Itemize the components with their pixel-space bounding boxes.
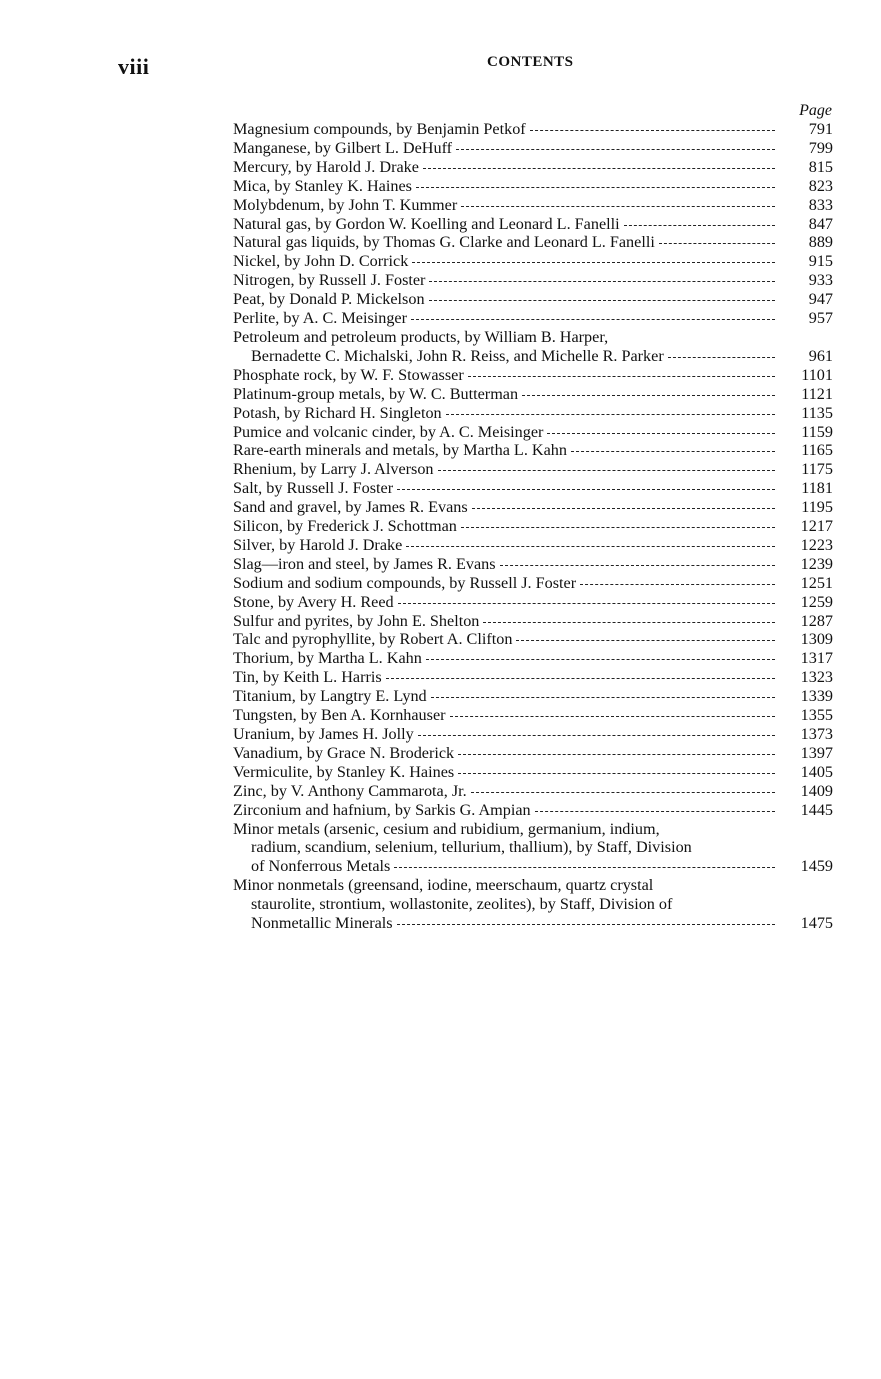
dot-leader: [535, 810, 775, 812]
toc-entry-page-number: 1459: [800, 857, 833, 876]
dot-leader: [412, 261, 775, 263]
dot-leader: [450, 715, 775, 717]
dot-leader: [431, 696, 775, 698]
toc-entry-title: Perlite, by A. C. Meisinger: [233, 309, 407, 328]
toc-entry-line: [233, 479, 833, 498]
toc-entry: [233, 120, 833, 139]
dot-leader: [426, 658, 775, 660]
toc-entry: [233, 252, 833, 271]
dot-leader: [659, 242, 775, 244]
toc-entry-line: [233, 517, 833, 536]
toc-entry-title: Petroleum and petroleum products, by William B. Harper,: [233, 327, 609, 346]
toc-entry-line: [233, 196, 833, 215]
dot-leader: [411, 318, 775, 320]
toc-entry: [233, 876, 833, 933]
dot-leader: [547, 432, 775, 434]
dot-leader: [483, 621, 775, 623]
toc-entry-title: Minor nonmetals (greensand, iodine, meerschaum, quartz crystal: [233, 876, 654, 895]
toc-entry: [233, 668, 833, 687]
toc-entry-line: [233, 876, 833, 895]
toc-entry-title: Titanium, by Langtry E. Lynd: [233, 687, 427, 706]
toc-entry-page-number: 915: [808, 252, 833, 271]
toc-entry-line: [233, 404, 833, 423]
toc-entry-line: [233, 120, 833, 139]
toc-entry-page-number: 1445: [800, 800, 833, 819]
toc-entry: [233, 536, 833, 555]
toc-entry-line: [233, 687, 833, 706]
toc-entry-title: Bernadette C. Michalski, John R. Reiss, and Michelle R. Parker: [251, 346, 664, 365]
toc-entry-continuation-line: [233, 895, 833, 914]
toc-entry-page-number: 947: [808, 290, 833, 309]
toc-entry-page-number: 1287: [800, 611, 833, 630]
toc-entry-title: Minor metals (arsenic, cesium and rubidium, germanium, indium,: [233, 819, 660, 838]
toc-entry-title: Rhenium, by Larry J. Alverson: [233, 460, 434, 479]
toc-entry-line: [233, 574, 833, 593]
toc-entry-line: [233, 215, 833, 234]
toc-entry-title: Zirconium and hafnium, by Sarkis G. Ampian: [233, 800, 531, 819]
toc-entry: [233, 706, 833, 725]
dot-leader: [458, 772, 775, 774]
dot-leader: [530, 129, 775, 131]
toc-entry-title: Vermiculite, by Stanley K. Haines: [233, 762, 455, 781]
toc-entry-page-number: 1239: [800, 554, 833, 573]
toc-entry-line: [233, 668, 833, 687]
toc-entry: [233, 328, 833, 366]
toc-entry-title: Molybdenum, by John T. Kummer: [233, 195, 458, 214]
toc-entry-line: [233, 328, 833, 347]
toc-entry: [233, 290, 833, 309]
toc-entry-title: Phosphate rock, by W. F. Stowasser: [233, 365, 464, 384]
toc-entry-page-number: 1323: [800, 668, 833, 687]
toc-entry-page-number: 1135: [801, 403, 833, 422]
toc-entry-line: [233, 271, 833, 290]
toc-entry-title: Magnesium compounds, by Benjamin Petkof: [233, 120, 526, 138]
toc-entry-title: Nonmetallic Minerals: [251, 914, 393, 933]
toc-entry-title: Talc and pyrophyllite, by Robert A. Clifton: [233, 630, 513, 649]
toc-entry-line: [233, 820, 833, 839]
toc-entry-line: [233, 290, 833, 309]
toc-entry-title: radium, scandium, selenium, tellurium, thallium), by Staff, Division: [251, 838, 692, 857]
toc-entry: [233, 763, 833, 782]
dot-leader: [397, 488, 775, 490]
toc-entry-title: of Nonferrous Metals: [251, 857, 391, 876]
dot-leader: [398, 602, 775, 604]
toc-entry-title: Salt, by Russell J. Foster: [233, 479, 394, 498]
toc-entry-title: Uranium, by James H. Jolly: [233, 725, 414, 743]
toc-entry: [233, 479, 833, 498]
table-of-contents: [233, 102, 833, 933]
toc-entry-page-number: 1121: [801, 384, 833, 403]
toc-entry: [233, 366, 833, 385]
toc-entry: [233, 782, 833, 801]
dot-leader: [516, 639, 775, 641]
toc-entry-line: [233, 612, 833, 631]
toc-entry-line: [233, 366, 833, 385]
toc-entry-page-number: 1409: [800, 781, 833, 800]
toc-entry-title: Tungsten, by Ben A. Kornhauser: [233, 706, 446, 725]
toc-entry-page-number: 1251: [800, 573, 833, 592]
toc-entry-title: Natural gas, by Gordon W. Koelling and Leonard L. Fanelli: [233, 214, 620, 233]
dot-leader: [394, 866, 775, 868]
toc-entry-line: [233, 498, 833, 517]
toc-entry-title: Peat, by Donald P. Mickelson: [233, 290, 425, 309]
toc-entry-title: Silicon, by Frederick J. Schottman: [233, 517, 457, 536]
page-column-label: Page: [799, 102, 832, 119]
toc-entry-continuation-line: [233, 857, 833, 876]
toc-entry-page-number: 791: [808, 120, 833, 138]
toc-entry-page-number: 1101: [801, 365, 833, 384]
toc-entry-title: staurolite, strontium, wollastonite, zeolites), by Staff, Division of: [251, 895, 673, 914]
toc-entry-page-number: 847: [808, 214, 833, 233]
toc-entry-page-number: 833: [808, 195, 833, 214]
toc-entry-title: Pumice and volcanic cinder, by A. C. Meisinger: [233, 422, 544, 441]
dot-leader: [580, 583, 775, 585]
toc-entry-title: Rare-earth minerals and metals, by Martha L. Kahn: [233, 441, 567, 460]
toc-entry-title: Nickel, by John D. Corrick: [233, 252, 409, 271]
toc-entry-page-number: 1355: [800, 706, 833, 725]
toc-entry-line: [233, 460, 833, 479]
toc-entry-line: [233, 763, 833, 782]
toc-entry-title: Slag—iron and steel, by James R. Evans: [233, 554, 496, 573]
toc-entry-continuation-line: [233, 838, 833, 857]
toc-entry-page-number: 889: [808, 233, 833, 252]
toc-entry: [233, 517, 833, 536]
dot-leader: [446, 413, 775, 415]
toc-entry-line: [233, 139, 833, 158]
toc-entry-page-number: 1339: [800, 687, 833, 706]
toc-entry-line: [233, 423, 833, 442]
dot-leader: [461, 526, 775, 528]
dot-leader: [429, 280, 775, 282]
toc-entry-page-number: 1309: [800, 630, 833, 649]
toc-entry: [233, 687, 833, 706]
toc-entry-title: Tin, by Keith L. Harris: [233, 668, 382, 687]
toc-entry-line: [233, 252, 833, 271]
toc-entry-page-number: 1165: [801, 441, 833, 460]
toc-entry-page-number: 1175: [801, 460, 833, 479]
toc-entry-title: Natural gas liquids, by Thomas G. Clarke and Leonard L. Fanelli: [233, 233, 655, 252]
dot-leader: [468, 375, 775, 377]
dot-leader: [456, 148, 775, 150]
toc-entry-line: [233, 177, 833, 196]
toc-entry-line: [233, 744, 833, 763]
toc-entry-page-number: 933: [808, 271, 833, 290]
toc-entry-title: Sulfur and pyrites, by John E. Shelton: [233, 611, 480, 630]
toc-entry: [233, 630, 833, 649]
toc-entry-line: [233, 801, 833, 820]
toc-entry-title: Nitrogen, by Russell J. Foster: [233, 271, 426, 290]
toc-entry-line: [233, 233, 833, 252]
toc-entry-line: [233, 725, 833, 744]
toc-entry-line: [233, 309, 833, 328]
dot-leader: [471, 791, 775, 793]
toc-entry-continuation-line: [233, 347, 833, 366]
toc-entry: [233, 801, 833, 820]
toc-entry: [233, 593, 833, 612]
toc-entry-line: [233, 158, 833, 177]
dot-leader: [668, 356, 775, 358]
dot-leader: [461, 205, 775, 207]
dot-leader: [458, 753, 775, 755]
toc-entry-page-number: 1181: [801, 479, 833, 498]
dot-leader: [423, 167, 775, 169]
toc-entry: [233, 423, 833, 442]
toc-entry-page-number: 1223: [800, 535, 833, 554]
dot-leader: [418, 734, 775, 736]
toc-entry: [233, 649, 833, 668]
toc-entry-line: [233, 649, 833, 668]
toc-entry: [233, 498, 833, 517]
dot-leader: [406, 545, 775, 547]
toc-entry-title: Silver, by Harold J. Drake: [233, 535, 403, 554]
toc-entry-page-number: 1317: [800, 649, 833, 668]
toc-entry-page-number: 957: [808, 309, 833, 328]
toc-entry-line: [233, 385, 833, 404]
dot-leader: [429, 299, 775, 301]
toc-entry-title: Sand and gravel, by James R. Evans: [233, 498, 468, 517]
toc-entry-line: [233, 555, 833, 574]
toc-entry: [233, 309, 833, 328]
toc-entry: [233, 820, 833, 877]
dot-leader: [386, 677, 775, 679]
toc-entry: [233, 404, 833, 423]
running-head: CONTENTS: [487, 54, 574, 70]
toc-entry: [233, 725, 833, 744]
toc-entry-title: Sodium and sodium compounds, by Russell J. Foster: [233, 573, 577, 592]
toc-entry-title: Mercury, by Harold J. Drake: [233, 157, 419, 176]
toc-entry: [233, 215, 833, 234]
dot-leader: [522, 394, 775, 396]
toc-entry-continuation-line: [233, 914, 833, 933]
toc-entry-line: [233, 706, 833, 725]
toc-entry: [233, 158, 833, 177]
toc-entry: [233, 233, 833, 252]
toc-entry: [233, 574, 833, 593]
toc-entry-line: [233, 782, 833, 801]
dot-leader: [438, 469, 775, 471]
toc-entry: [233, 139, 833, 158]
toc-entry-line: [233, 630, 833, 649]
toc-entry-title: Thorium, by Martha L. Kahn: [233, 649, 422, 668]
toc-entry-page-number: 1405: [800, 762, 833, 781]
toc-entry: [233, 441, 833, 460]
dot-leader: [472, 507, 775, 509]
toc-entry-page-number: 1475: [800, 914, 833, 933]
toc-entry: [233, 460, 833, 479]
toc-entry-page-number: 1217: [800, 517, 833, 536]
toc-entry-title: Vanadium, by Grace N. Broderick: [233, 743, 455, 762]
toc-entry-page-number: 1397: [800, 743, 833, 762]
toc-entry: [233, 555, 833, 574]
dot-leader: [397, 923, 775, 925]
toc-entry-page-number: 1259: [800, 592, 833, 611]
toc-entry-title: Stone, by Avery H. Reed: [233, 592, 394, 611]
dot-leader: [624, 224, 775, 226]
toc-entry: [233, 177, 833, 196]
toc-entry-line: [233, 593, 833, 612]
toc-entry-line: [233, 441, 833, 460]
toc-entry-line: [233, 536, 833, 555]
toc-entry-page-number: 1373: [800, 725, 833, 743]
dot-leader: [500, 564, 775, 566]
toc-entry-page-number: 799: [808, 138, 833, 157]
toc-entry-title: Zinc, by V. Anthony Cammarota, Jr.: [233, 781, 467, 800]
toc-entry-page-number: 961: [808, 346, 833, 365]
toc-entry-page-number: 823: [808, 176, 833, 195]
page-number: viii: [118, 54, 150, 79]
dot-leader: [416, 186, 775, 188]
toc-entry: [233, 385, 833, 404]
toc-entries: [233, 120, 833, 933]
toc-entry: [233, 271, 833, 290]
toc-entry-title: Platinum-group metals, by W. C. Butterman: [233, 384, 519, 403]
toc-entry-title: Potash, by Richard H. Singleton: [233, 403, 442, 422]
toc-entry: [233, 612, 833, 631]
toc-entry-title: Mica, by Stanley K. Haines: [233, 176, 412, 195]
toc-entry-title: Manganese, by Gilbert L. DeHuff: [233, 138, 453, 157]
toc-entry: [233, 744, 833, 763]
toc-entry-page-number: 1195: [801, 498, 833, 517]
toc-entry: [233, 196, 833, 215]
dot-leader: [571, 450, 775, 452]
toc-entry-page-number: 815: [808, 157, 833, 176]
toc-entry-page-number: 1159: [801, 422, 833, 441]
